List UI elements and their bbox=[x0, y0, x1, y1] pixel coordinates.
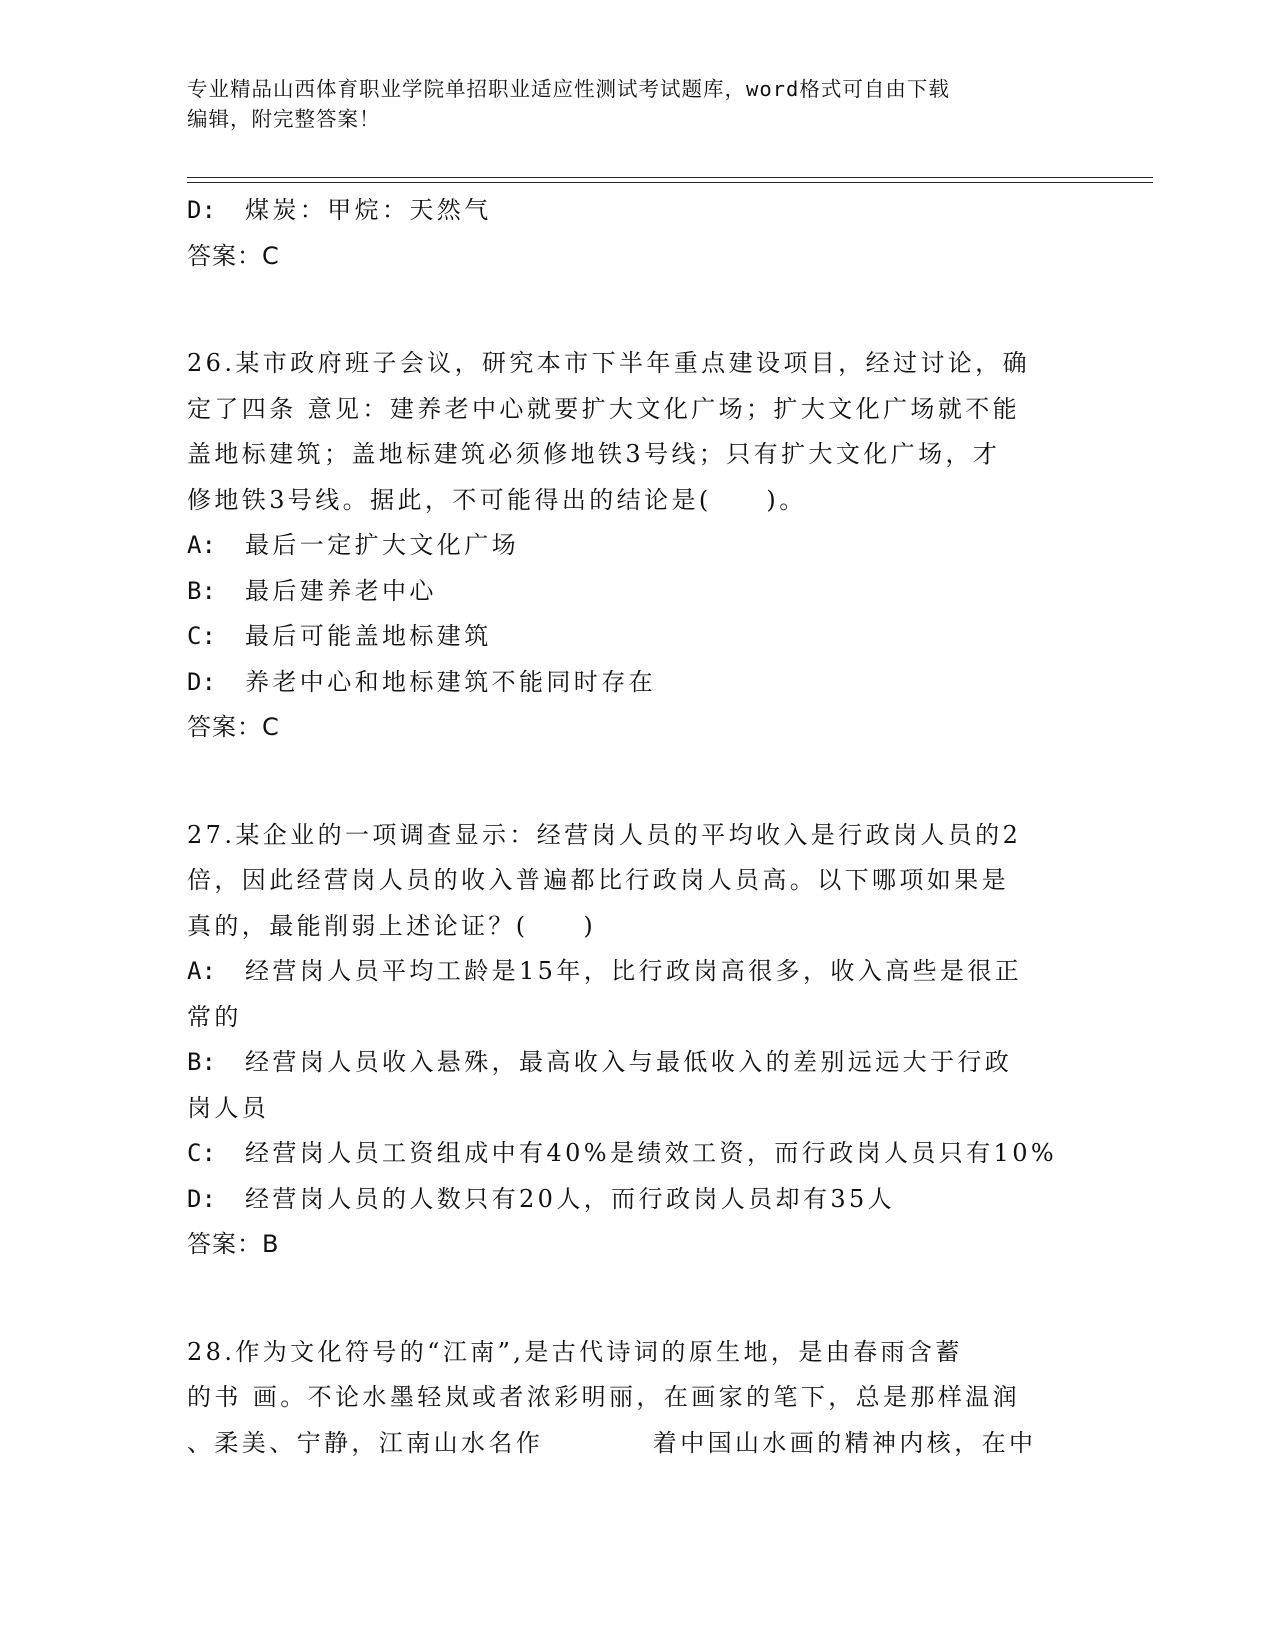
header-line-1: 专业精品山西体育职业学院单招职业适应性测试考试题库，word格式可自由下载 bbox=[187, 77, 950, 101]
option-label: C: bbox=[187, 622, 216, 650]
question-26-option-a bbox=[187, 523, 1077, 569]
option-text: 最后可能盖地标建筑 bbox=[245, 622, 492, 650]
option-label: B: bbox=[187, 1048, 216, 1076]
option-label: D: bbox=[187, 196, 216, 224]
question-26-line-2: 定了四条 意见：建养老中心就要扩大文化广场；扩大文化广场就不能 bbox=[187, 394, 1021, 423]
option-text: 煤炭：甲烷：天然气 bbox=[245, 196, 492, 224]
option-label: B: bbox=[187, 576, 216, 605]
question-27-option-c bbox=[187, 1131, 1077, 1177]
option-text: 最后一定扩大文化广场 bbox=[245, 531, 519, 559]
question-26-option-b bbox=[187, 569, 1077, 615]
question-28-line-3: 、柔美、宁静，江南山水名作 着中国山水画的精神内核，在中 bbox=[187, 1428, 1037, 1457]
question-26 bbox=[187, 341, 1077, 751]
option-text: 经营岗人员收入悬殊，最高收入与最低收入的差别远远大于行政 bbox=[245, 1048, 1013, 1076]
question-28-line-1: 28.作为文化符号的“江南”,是古代诗词的原生地，是由春雨含蓄 bbox=[187, 1337, 963, 1366]
question-content bbox=[187, 188, 1077, 1466]
question-27-option-b-cont: 岗人员 bbox=[187, 1093, 270, 1122]
prev-answer: 答案：C bbox=[187, 241, 280, 270]
option-text: 最后建养老中心 bbox=[245, 576, 437, 605]
question-28 bbox=[187, 1330, 1077, 1467]
page-header bbox=[187, 74, 1077, 134]
question-26-line-1: 26.某市政府班子会议，研究本市下半年重点建设项目，经过讨论，确 bbox=[187, 349, 1030, 377]
header-rule-bottom bbox=[187, 182, 1153, 183]
question-27-answer: 答案：B bbox=[187, 1230, 280, 1258]
question-27-line-2: 倍，因此经营岗人员的收入普遍都比行政岗人员高。以下哪项如果是 bbox=[187, 866, 1009, 894]
prev-option-d bbox=[187, 188, 1077, 234]
option-label: A: bbox=[187, 957, 216, 985]
option-text: 经营岗人员的人数只有20人，而行政岗人员却有35人 bbox=[245, 1184, 896, 1213]
option-label: D: bbox=[187, 667, 216, 696]
question-26-option-c bbox=[187, 614, 1077, 660]
spacer bbox=[187, 279, 1077, 341]
question-27-option-d bbox=[187, 1177, 1077, 1223]
header-line-2: 编辑，附完整答案！ bbox=[187, 107, 381, 131]
question-27 bbox=[187, 813, 1077, 1268]
option-label: D: bbox=[187, 1184, 216, 1213]
option-text: 养老中心和地标建筑不能同时存在 bbox=[245, 667, 656, 696]
question-26-option-d bbox=[187, 660, 1077, 706]
question-28-line-2: 的书 画。不论水墨轻岚或者浓彩明丽，在画家的笔下，总是那样温润 bbox=[187, 1383, 1021, 1411]
header-rule-top bbox=[187, 177, 1153, 178]
option-text: 经营岗人员平均工龄是15年，比行政岗高很多，收入高些是很正 bbox=[245, 957, 1023, 985]
question-26-answer: 答案：C bbox=[187, 713, 280, 741]
question-26-line-3: 盖地标建筑；盖地标建筑必须修地铁3号线；只有扩大文化广场，才 bbox=[187, 440, 1001, 468]
option-label: C: bbox=[187, 1139, 216, 1167]
option-label: A: bbox=[187, 531, 216, 559]
question-27-option-b bbox=[187, 1040, 1077, 1086]
option-text: 经营岗人员工资组成中有40%是绩效工资，而行政岗人员只有10% bbox=[245, 1139, 1058, 1167]
spacer bbox=[187, 751, 1077, 813]
question-26-line-4: 修地铁3号线。据此，不可能得出的结论是( )。 bbox=[187, 485, 807, 514]
question-27-option-a-cont: 常的 bbox=[187, 1002, 242, 1031]
spacer bbox=[187, 1268, 1077, 1330]
question-27-line-3: 真的，最能削弱上述论证？( ) bbox=[187, 911, 597, 940]
question-27-line-1: 27.某企业的一项调查显示：经营岗人员的平均收入是行政岗人员的2 bbox=[187, 820, 1022, 849]
question-27-option-a bbox=[187, 949, 1077, 995]
